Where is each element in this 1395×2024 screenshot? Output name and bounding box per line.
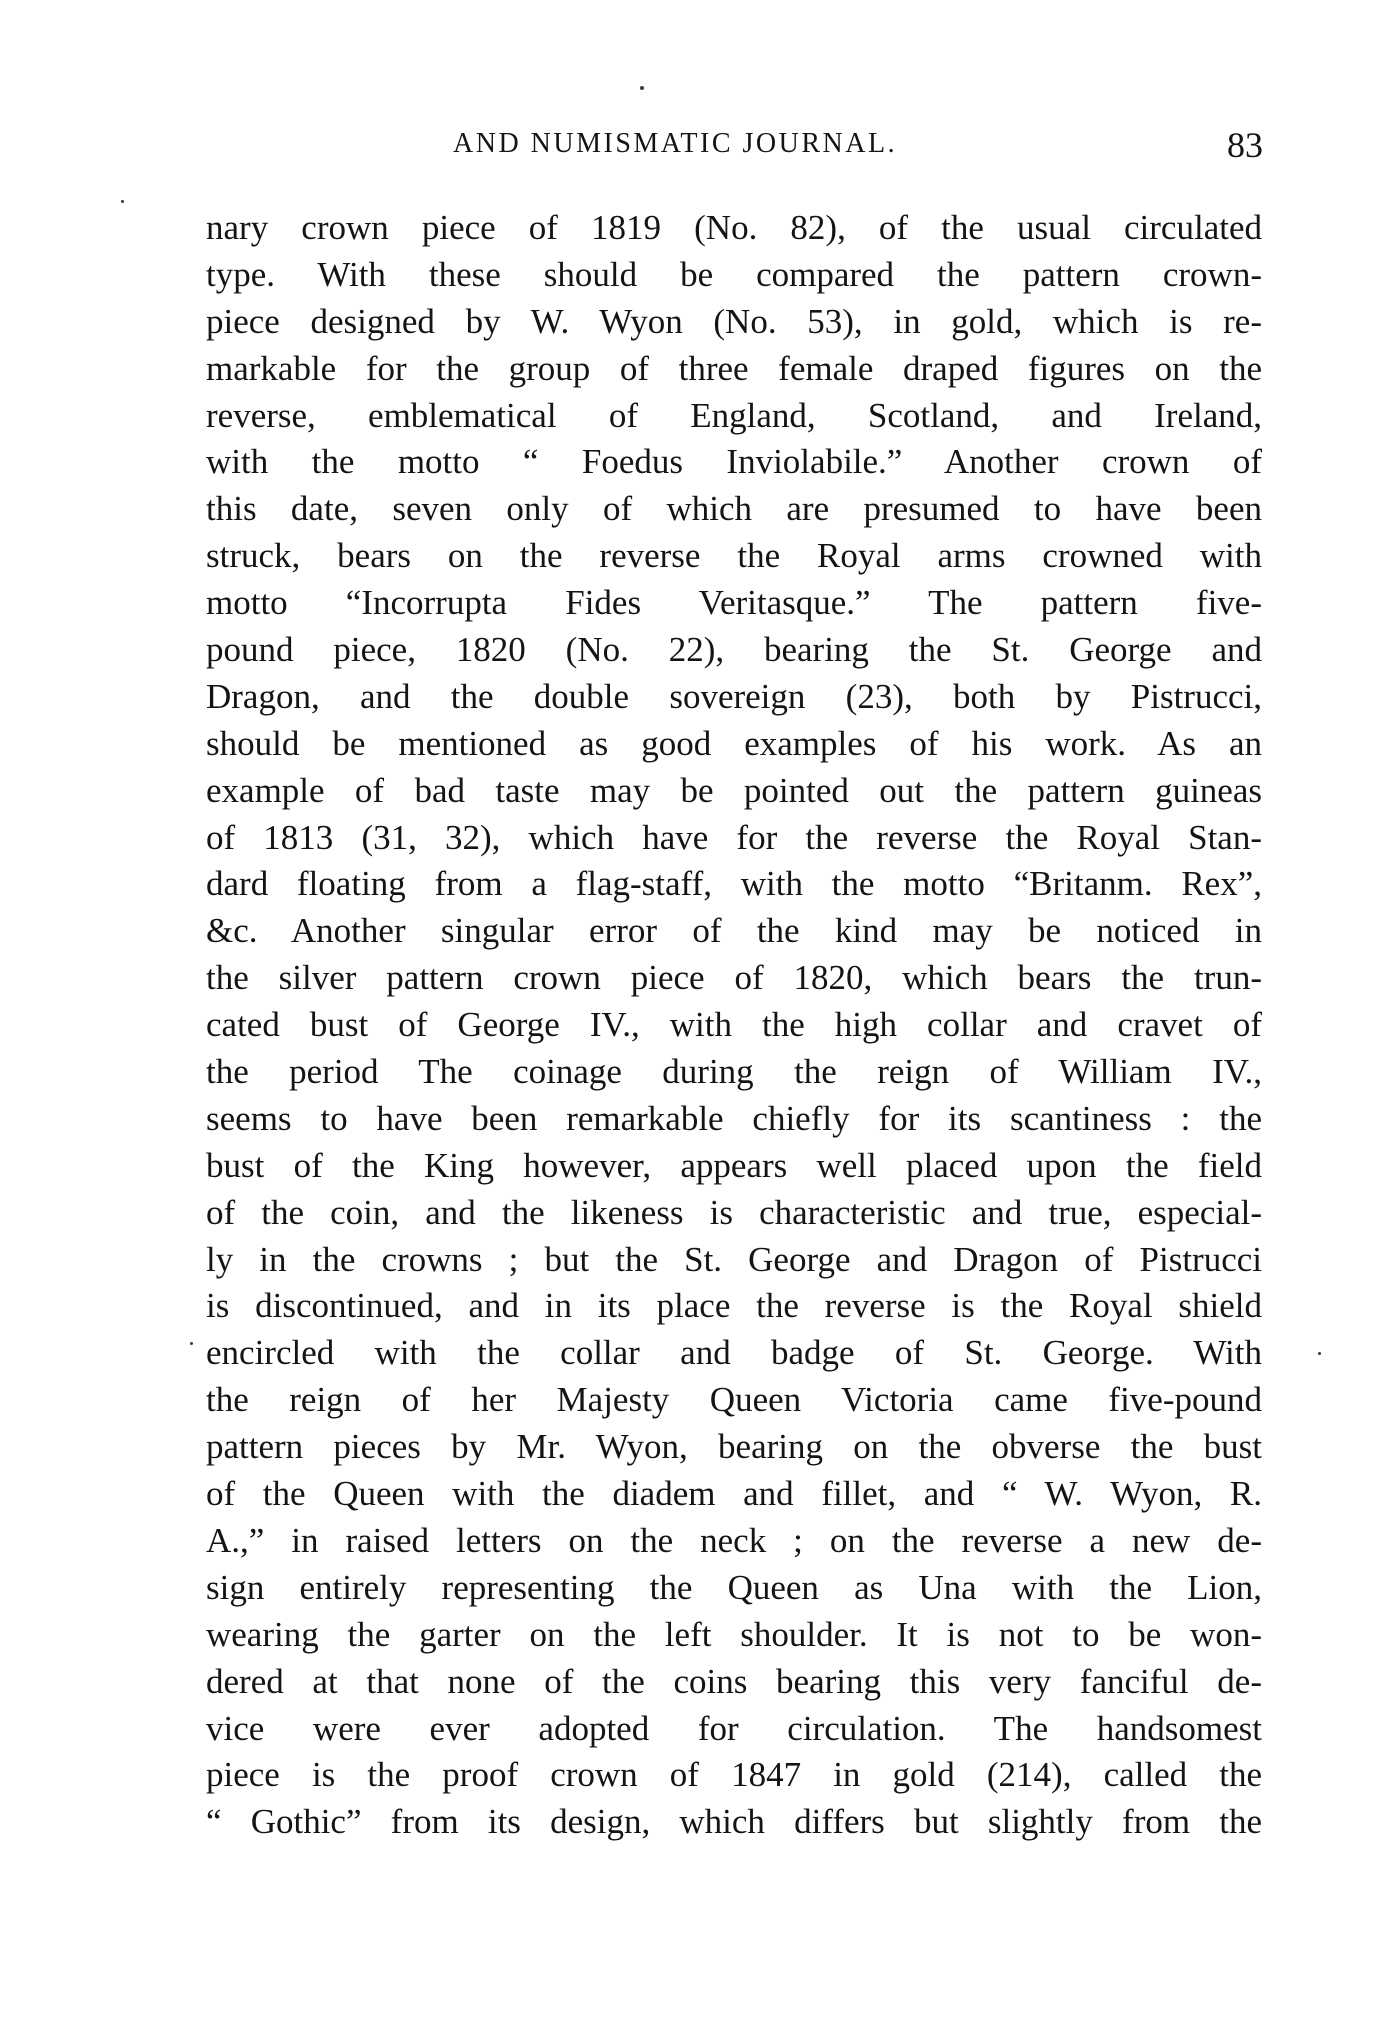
text-line: this date, seven only of which are presumed to have been bbox=[206, 489, 1262, 529]
ink-speck bbox=[640, 86, 644, 90]
text-line: dard floating from a flag-staff, with the motto “Britanm. Rex”, bbox=[206, 864, 1262, 904]
ink-speck bbox=[1318, 1352, 1321, 1355]
text-line: dered at that none of the coins bearing this very fanciful de- bbox=[206, 1661, 1262, 1701]
body-text bbox=[206, 205, 1262, 1846]
running-head bbox=[208, 125, 1263, 168]
text-line: vice were ever adopted for circulation. The handsomest bbox=[206, 1708, 1262, 1748]
text-line: the period The coinage during the reign of William IV., bbox=[206, 1052, 1262, 1092]
text-line: with the motto “ Foedus Inviolabile.” Another crown of bbox=[206, 442, 1262, 482]
text-line: cated bust of George IV., with the high collar and cravet of bbox=[206, 1005, 1262, 1045]
text-line: nary crown piece of 1819 (No. 82), of the usual circulated bbox=[206, 208, 1262, 247]
text-line: A.,” in raised letters on the neck ; on the reverse a new de- bbox=[206, 1520, 1262, 1560]
running-title: AND NUMISMATIC JOURNAL. bbox=[453, 128, 898, 159]
text-line: of 1813 (31, 32), which have for the reverse the Royal Stan- bbox=[206, 817, 1262, 857]
text-line: pattern pieces by Mr. Wyon, bearing on the obverse the bust bbox=[206, 1427, 1262, 1467]
text-line: the reign of her Majesty Queen Victoria came five-pound bbox=[206, 1380, 1262, 1420]
text-line: ly in the crowns ; but the St. George and Dragon of Pistrucci bbox=[206, 1239, 1262, 1279]
text-line: should be mentioned as good examples of his work. As an bbox=[206, 723, 1262, 763]
text-line: motto “Incorrupta Fides Veritasque.” The pattern five- bbox=[206, 583, 1262, 623]
text-line: sign entirely representing the Queen as Una with the Lion, bbox=[206, 1567, 1262, 1607]
text-line: markable for the group of three female draped figures on the bbox=[206, 348, 1262, 388]
ink-speck bbox=[121, 200, 124, 203]
text-line: bust of the King however, appears well placed upon the field bbox=[206, 1145, 1262, 1185]
text-line: seems to have been remarkable chiefly for its scantiness : the bbox=[206, 1098, 1262, 1138]
page-number: 83 bbox=[1227, 125, 1263, 165]
ink-speck bbox=[190, 1342, 193, 1345]
text-line: “ Gothic” from its design, which differs but slightly from the bbox=[206, 1802, 1262, 1842]
text-line: wearing the garter on the left shoulder. It is not to be won- bbox=[206, 1614, 1262, 1654]
text-line: piece designed by W. Wyon (No. 53), in gold, which is re- bbox=[206, 301, 1262, 341]
text-line: pound piece, 1820 (No. 22), bearing the St. George and bbox=[206, 630, 1262, 670]
text-line: is discontinued, and in its place the reverse is the Royal shield bbox=[206, 1286, 1262, 1326]
text-line: reverse, emblematical of England, Scotland, and Ireland, bbox=[206, 395, 1262, 435]
text-line: of the coin, and the likeness is characteristic and true, especial- bbox=[206, 1192, 1262, 1232]
text-line: struck, bears on the reverse the Royal arms crowned with bbox=[206, 536, 1262, 576]
text-line: of the Queen with the diadem and fillet, and “ W. Wyon, R. bbox=[206, 1474, 1262, 1514]
text-line: type. With these should be compared the pattern crown- bbox=[206, 254, 1262, 294]
text-line: &c. Another singular error of the kind may be noticed in bbox=[206, 911, 1262, 951]
text-line: encircled with the collar and badge of St. George. With bbox=[206, 1333, 1262, 1373]
text-line: Dragon, and the double sovereign (23), both by Pistrucci, bbox=[206, 676, 1262, 716]
text-line: piece is the proof crown of 1847 in gold (214), called the bbox=[206, 1755, 1262, 1795]
text-line: example of bad taste may be pointed out the pattern guineas bbox=[206, 770, 1262, 810]
text-line: the silver pattern crown piece of 1820, which bears the trun- bbox=[206, 958, 1262, 998]
